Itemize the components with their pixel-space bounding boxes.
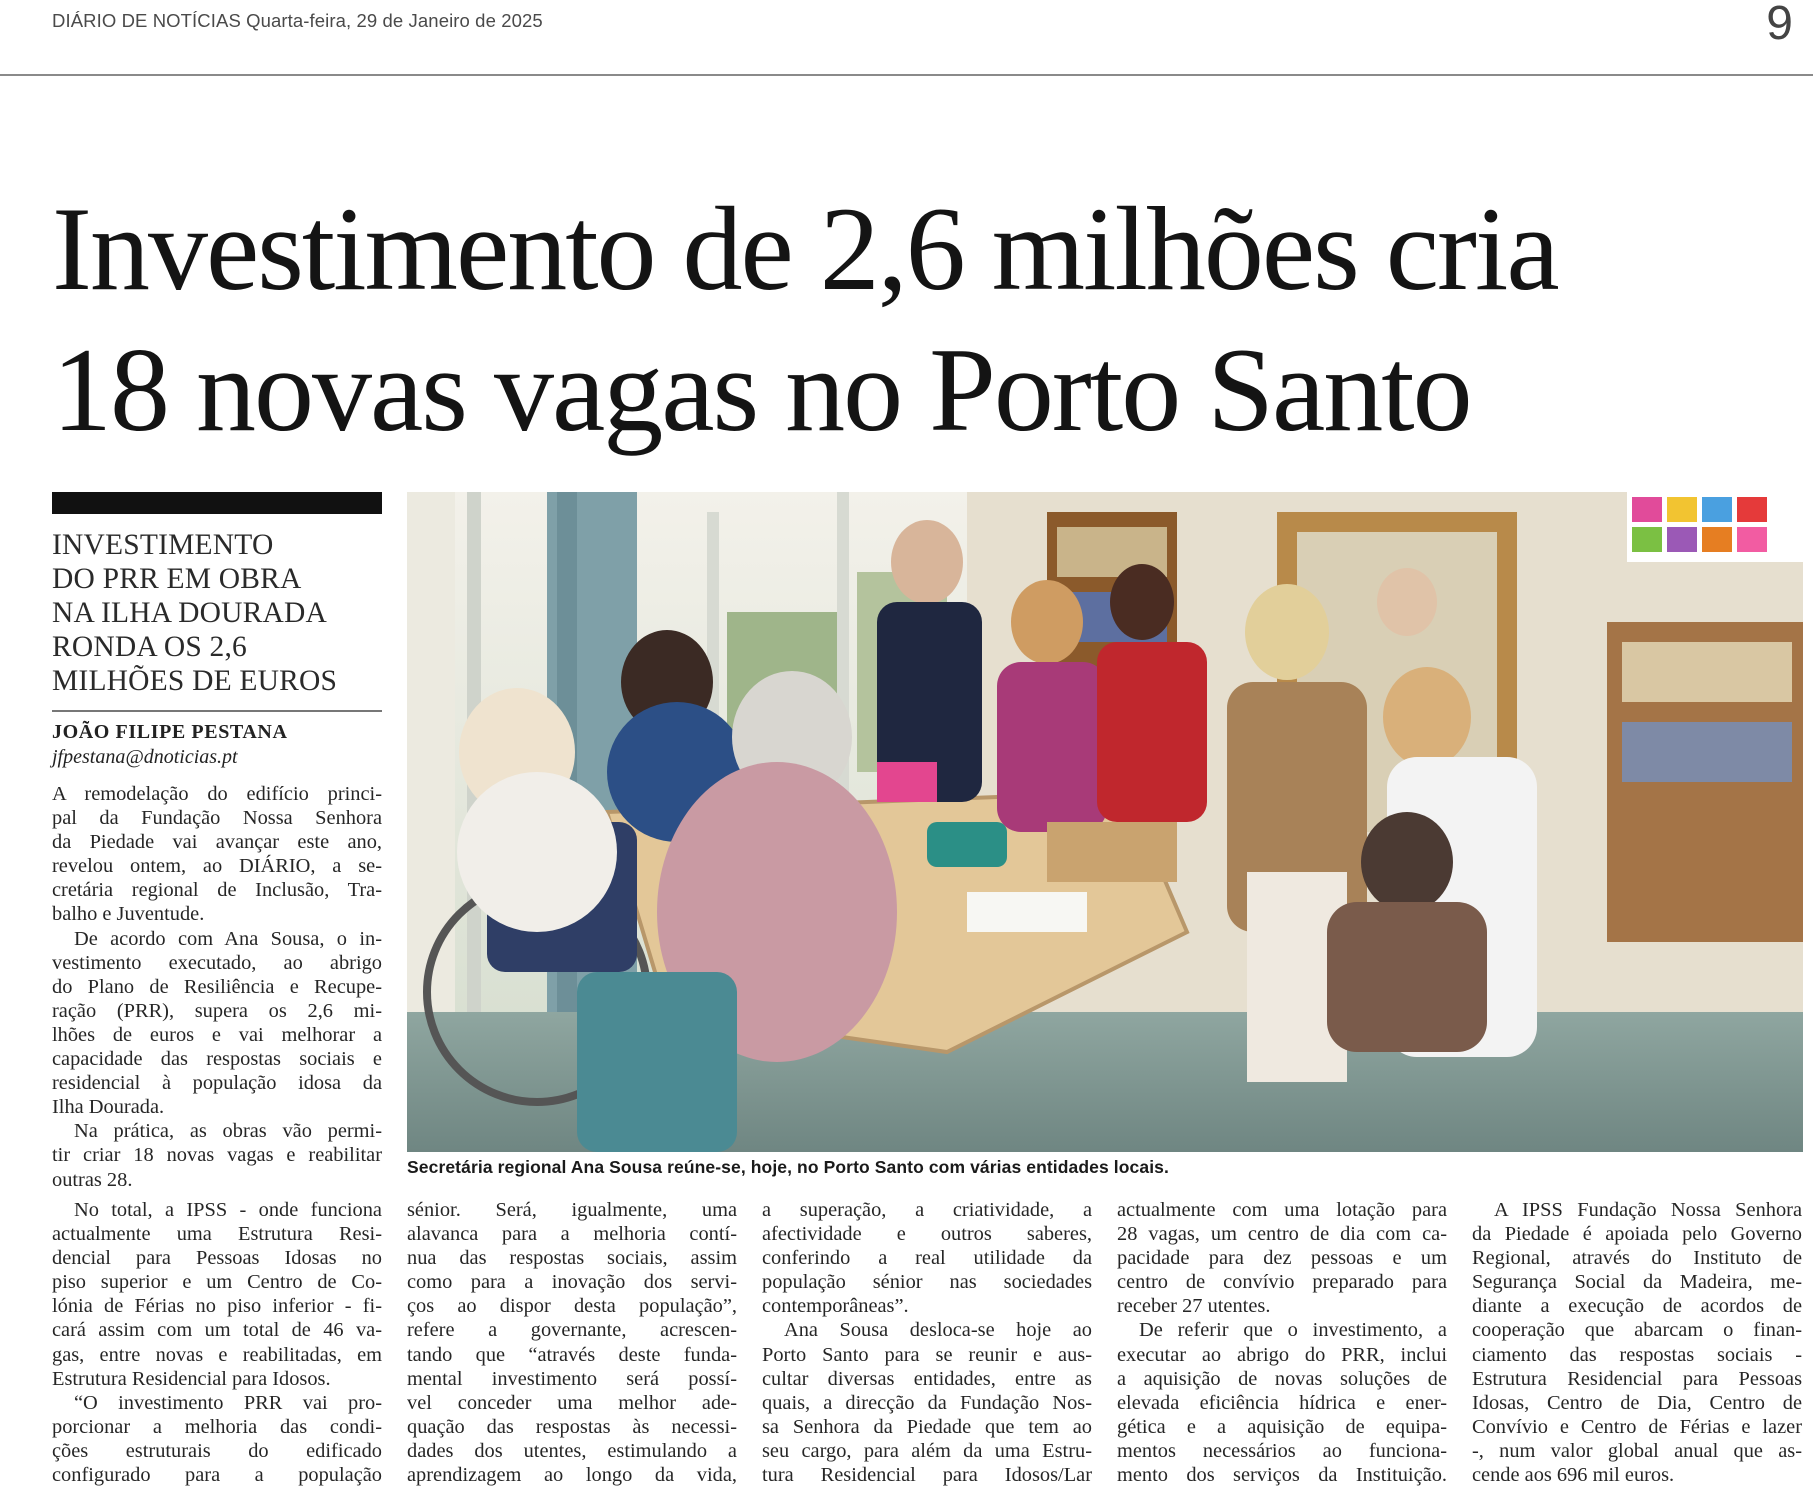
text-line: nua das respostas sociais, assim	[407, 1247, 737, 1270]
text-line: Na prática, as obras vão permi-	[74, 1120, 382, 1143]
text-line: a aquisição de novas soluções de	[1117, 1367, 1447, 1390]
text-line: cretária regional de Inclusão, Tra-	[52, 879, 382, 902]
page-number: 9	[1766, 0, 1793, 50]
text-line: vel conceder uma melhor ade-	[407, 1391, 737, 1414]
author-email: jfpestana@dnoticias.pt	[52, 746, 238, 768]
header-divider	[0, 74, 1813, 76]
byline-divider	[52, 710, 382, 712]
text-line: pacidade para dez pessoas e um	[1117, 1247, 1447, 1270]
publication-name: DIÁRIO DE NOTÍCIAS	[52, 10, 241, 31]
text-line: refere a governante, acrescen-	[407, 1319, 737, 1342]
column-4	[1117, 1198, 1447, 1487]
text-line: alavanca para a melhoria contí-	[407, 1223, 737, 1246]
text-line: ciamento das respostas sociais -	[1472, 1343, 1802, 1366]
text-line: diante a execução de acordos de	[1472, 1295, 1802, 1318]
text-line: Regional, através do Instituto de	[1472, 1247, 1802, 1270]
issue-date: Quarta-feira, 29 de Janeiro de 2025	[246, 10, 543, 31]
text-line: lónia de Férias no piso inferior - fi-	[52, 1295, 382, 1318]
text-line: quação das respostas às necessi-	[407, 1415, 737, 1438]
text-line: dencial para Pessoas Idosas no	[52, 1247, 382, 1270]
text-line: Ilha Dourada.	[52, 1096, 165, 1119]
text-line: Porto Santo para se reunir e aus-	[762, 1343, 1092, 1366]
text-line: Segurança Social da Madeira, me-	[1472, 1271, 1802, 1294]
kicker-line: RONDA OS 2,6	[52, 631, 247, 663]
text-line: No total, a IPSS - onde funciona	[74, 1199, 382, 1221]
text-line: Idosas, Centro de Dia, Centro de	[1472, 1391, 1802, 1414]
column-2	[407, 1198, 737, 1487]
text-line: como para a inovação dos servi-	[407, 1271, 737, 1294]
text-line: gética e a aquisição de equipa-	[1117, 1415, 1447, 1438]
text-line: Ana Sousa desloca-se hoje ao	[784, 1319, 1092, 1342]
text-line: Convívio e Centro de Férias e lazer	[1472, 1415, 1802, 1438]
kicker-line: DO PRR EM OBRA	[52, 563, 302, 595]
text-line: De acordo com Ana Sousa, o in-	[74, 927, 382, 950]
text-line: capacidade das respostas sociais e	[52, 1048, 382, 1071]
text-line: ços ao dispor desta população”,	[407, 1295, 737, 1318]
text-line: da Piedade vai avançar este ano,	[52, 831, 382, 854]
text-line: tir criar 18 novas vagas e reabilitar	[52, 1144, 382, 1167]
column-1-bottom	[52, 1198, 382, 1487]
text-line: mentos necessários ao funciona-	[1117, 1439, 1447, 1462]
kicker-line: NA ILHA DOURADA	[52, 597, 328, 629]
text-line: população sénior nas sociedades	[762, 1271, 1092, 1294]
text-line: lhões de euros e vai melhorar a	[52, 1023, 382, 1046]
kicker-line: INVESTIMENTO	[52, 529, 274, 561]
text-line: cende aos 696 mil euros.	[1472, 1464, 1675, 1487]
headline-line-2: 18 novas vagas no Porto Santo	[52, 323, 1471, 456]
text-line: balho e Juventude.	[52, 903, 205, 926]
text-line: pal da Fundação Nossa Senhora	[52, 807, 382, 830]
text-line: elevada eficiência hídrica e ener-	[1117, 1391, 1447, 1414]
text-line: executar ao abrigo do PRR, inclui	[1117, 1343, 1447, 1366]
text-line: sa Senhora da Piedade que tem ao	[762, 1415, 1092, 1438]
text-line: contemporâneas”.	[762, 1295, 909, 1318]
text-line: actualmente com uma lotação para	[1117, 1199, 1447, 1221]
text-line: A remodelação do edifício princi-	[52, 783, 382, 805]
text-line: centro de convívio preparado para	[1117, 1271, 1447, 1294]
text-line: porcionar a melhoria das condi-	[52, 1415, 382, 1438]
text-line: piso superior e um Centro de Co-	[52, 1271, 382, 1294]
text-line: mento dos serviços da Instituição.	[1117, 1464, 1447, 1487]
article-kicker	[52, 528, 382, 698]
text-line: receber 27 utentes.	[1117, 1295, 1271, 1318]
text-line: configurado para a população	[52, 1464, 382, 1487]
text-line: Estrutura Residencial para Pessoas	[1472, 1367, 1802, 1390]
text-line: residencial à população idosa da	[52, 1072, 382, 1095]
text-line: quais, a direcção da Fundação Nos-	[762, 1391, 1092, 1414]
text-line: outras 28.	[52, 1168, 133, 1191]
article-headline	[52, 178, 1792, 460]
text-line: ções estruturais do edificado	[52, 1439, 382, 1462]
text-line: ração (PRR), supera os 2,6 mi-	[52, 999, 382, 1022]
column-5	[1472, 1198, 1802, 1487]
text-line: do Plano de Resiliência e Recupe-	[52, 975, 382, 998]
column-3	[762, 1198, 1092, 1487]
text-line: dades dos utentes, estimulando a	[407, 1439, 737, 1462]
author-name: JOÃO FILIPE PESTANA	[52, 721, 288, 743]
text-line: cará assim com um total de 46 va-	[52, 1319, 382, 1342]
text-line: Estrutura Residencial para Idosos.	[52, 1367, 331, 1390]
text-line: mental investimento será possí-	[407, 1367, 737, 1390]
column-1-top	[52, 782, 382, 1192]
text-line: aprendizagem ao longo da vida,	[407, 1464, 737, 1487]
text-line: gas, entre novas e reabilitadas, em	[52, 1343, 382, 1366]
text-line: a superação, a criatividade, a	[762, 1199, 1092, 1221]
text-line: tura Residencial para Idosos/Lar	[762, 1464, 1092, 1487]
text-line: tando que “através deste funda-	[407, 1343, 737, 1366]
text-line: cooperação que abarcam o finan-	[1472, 1319, 1802, 1342]
text-line: -, num valor global anual que as-	[1472, 1439, 1802, 1462]
photo-caption: Secretária regional Ana Sousa reúne-se, hoje, no Porto Santo com várias entidades locais.	[407, 1157, 1169, 1177]
text-line: da Piedade é apoiada pelo Governo	[1472, 1223, 1802, 1246]
text-line: cultar diversas entidades, entre as	[762, 1367, 1092, 1390]
kicker-line: MILHÕES DE EUROS	[52, 665, 338, 697]
text-line: vestimento executado, ao abrigo	[52, 951, 382, 974]
text-line: seu cargo, para além da uma Estru-	[762, 1439, 1092, 1462]
text-line: afectividade e outros saberes,	[762, 1223, 1092, 1246]
article-photo	[407, 492, 1803, 1152]
text-line: conferindo a real utilidade da	[762, 1247, 1092, 1270]
text-line: “O investimento PRR vai pro-	[74, 1391, 382, 1414]
headline-line-1: Investimento de 2,6 milhões cria	[52, 182, 1558, 315]
text-line: A IPSS Fundação Nossa Senhora	[1494, 1199, 1802, 1221]
text-line: revelou ontem, ao DIÁRIO, a se-	[52, 855, 382, 878]
text-line: De referir que o investimento, a	[1139, 1319, 1447, 1342]
text-line: 28 vagas, um centro de dia com ca-	[1117, 1223, 1447, 1246]
text-line: sénior. Será, igualmente, uma	[407, 1199, 737, 1221]
page-header-dateline	[52, 10, 543, 32]
kicker-bar	[52, 492, 382, 514]
text-line: actualmente uma Estrutura Resi-	[52, 1223, 382, 1246]
